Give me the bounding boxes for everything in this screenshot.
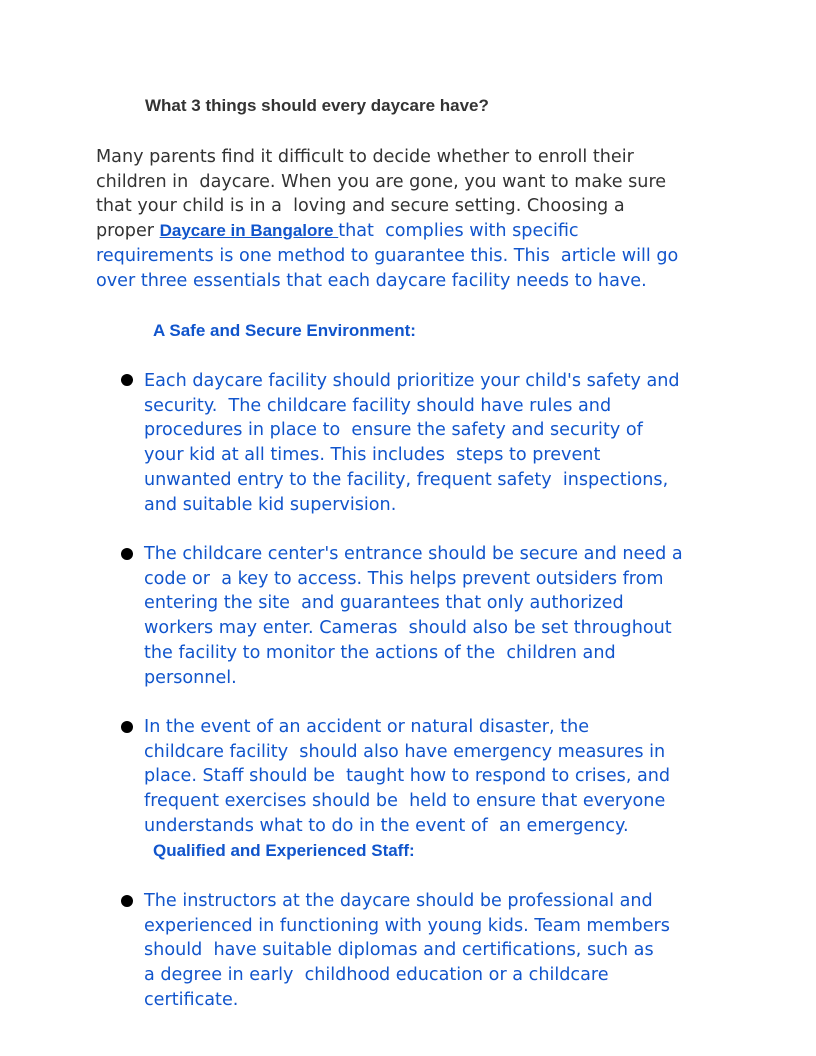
bullet-line: your kid at all times. This includes steps to prevent: [144, 445, 601, 466]
intro-after-link: that complies with specific: [338, 221, 579, 242]
section-heading-safe-environment: A Safe and Secure Environment:: [153, 321, 416, 340]
bullet-line: a degree in early childhood education or a childcare: [144, 965, 609, 986]
bullet-line: childcare facility should also have emergency measures in: [144, 741, 666, 762]
bullet-text: [144, 889, 729, 1013]
bullet-text: [144, 715, 729, 839]
bullet-line: personnel.: [144, 667, 237, 688]
section-heading-qualified-staff: Qualified and Experienced Staff:: [153, 841, 415, 860]
intro-line: over three essentials that each daycare facility needs to have.: [96, 270, 647, 291]
bullet-icon: [121, 374, 133, 386]
intro-line-with-link: [96, 219, 736, 244]
intro-line: children in daycare. When you are gone, you want to make sure: [96, 171, 667, 192]
daycare-bangalore-link[interactable]: Daycare in Bangalore: [159, 221, 339, 241]
intro-line: that your child is in a loving and secure setting. Choosing a: [96, 196, 625, 217]
bullet-line: entering the site and guarantees that only authorized: [144, 593, 624, 614]
bullet-line: code or a key to access. This helps prevent outsiders from: [144, 568, 664, 589]
intro-line: requirements is one method to guarantee this. This article will go: [96, 245, 679, 266]
bullet-text: [144, 542, 729, 690]
bullet-line: the facility to monitor the actions of the children and: [144, 642, 616, 663]
bullet-line: procedures in place to ensure the safety and security of: [144, 420, 643, 441]
intro-paragraph: [96, 145, 736, 293]
intro-line: Many parents find it difficult to decide whether to enroll their: [96, 147, 634, 167]
bullet-line: place. Staff should be taught how to respond to crises, and: [144, 766, 671, 787]
bullet-line: unwanted entry to the facility, frequent safety inspections,: [144, 469, 669, 490]
bullet-line: should have suitable diplomas and certifications, such as: [144, 940, 654, 961]
bullet-icon: [121, 895, 133, 907]
bullet-line: In the event of an accident or natural disaster, the: [144, 717, 590, 737]
bullet-line: frequent exercises should be held to ensure that everyone: [144, 791, 666, 812]
bullet-line: workers may enter. Cameras should also be set throughout: [144, 618, 672, 639]
bullet-line: understands what to do in the event of an emergency.: [144, 815, 629, 836]
bullet-line: experienced in functioning with young kids. Team members: [144, 915, 670, 936]
bullet-line: The instructors at the daycare should be professional and: [144, 891, 653, 911]
bullet-text: [144, 369, 729, 517]
bullet-icon: [121, 548, 133, 560]
bullet-line: Each daycare facility should prioritize your child's safety and: [144, 371, 680, 391]
bullet-icon: [121, 721, 133, 733]
bullet-line: certificate.: [144, 989, 239, 1010]
page-title: What 3 things should every daycare have?: [145, 96, 489, 115]
bullet-line: security. The childcare facility should have rules and: [144, 395, 612, 416]
bullet-line: and suitable kid supervision.: [144, 494, 397, 515]
intro-proper-text: proper: [96, 221, 160, 242]
bullet-line: The childcare center's entrance should be secure and need a: [144, 544, 683, 564]
